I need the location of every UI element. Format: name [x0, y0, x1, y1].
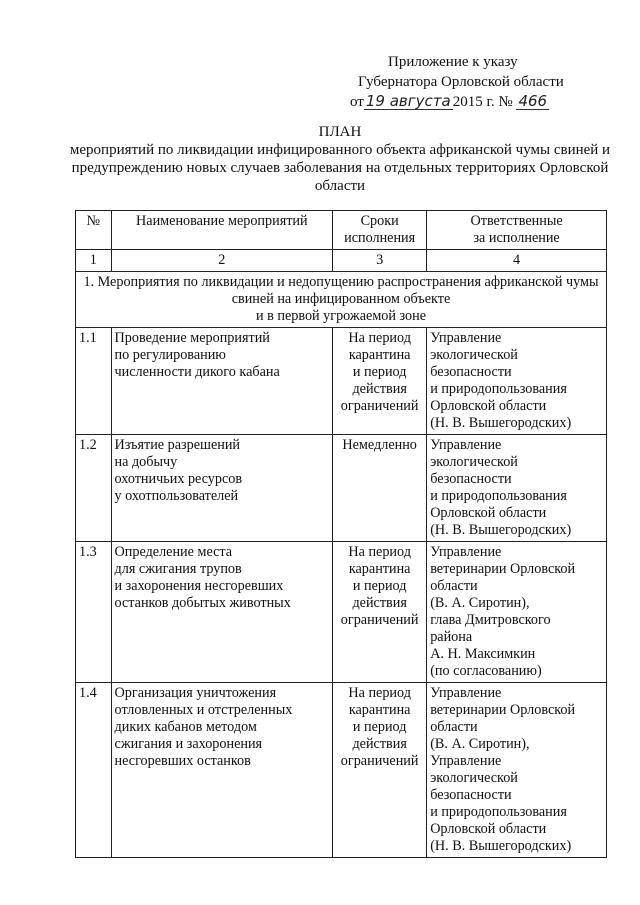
header-num: № — [76, 211, 112, 250]
appendix-year: 2015 г. № — [452, 94, 513, 110]
appendix-line-2: Губернатора Орловской области — [358, 74, 564, 90]
appendix-block — [340, 52, 580, 112]
row-activity: Определение места для сжигания трупов и захоронения несгоревших останков добытых животных — [111, 542, 333, 683]
row-activity: Изъятие разрешений на добычу охотничьих ресурсов у охотпользователей — [111, 435, 333, 542]
row-number: 1.2 — [76, 435, 112, 542]
row-number: 1.4 — [76, 683, 112, 858]
row-term: Немедленно — [333, 435, 427, 542]
section-row — [76, 272, 607, 328]
row-term: На период карантина и период действия ограничений — [333, 328, 427, 435]
plan-table — [75, 210, 607, 858]
table-row — [76, 328, 607, 435]
appendix-line-3 — [340, 92, 580, 112]
row-activity: Организация уничтожения отловленных и отстреленных диких кабанов методом сжигания и захоронения несгоревших останков — [111, 683, 333, 858]
header-term: Сроки исполнения — [333, 211, 427, 250]
row-responsible: Управление ветеринарии Орловской области (В. А. Сиротин), глава Дмитровского района А. Н. Максимкин (по согласованию) — [427, 542, 607, 683]
row-activity: Проведение мероприятий по регулированию численности дикого кабана — [111, 328, 333, 435]
row-responsible: Управление ветеринарии Орловской области (В. А. Сиротин), Управление экологической безопасности и природопользования Орловской области (Н. В. Вышегородских) — [427, 683, 607, 858]
table-row — [76, 683, 607, 858]
col-number-3: 3 — [333, 250, 427, 272]
table-row — [76, 542, 607, 683]
row-term: На период карантина и период действия ограничений — [333, 683, 427, 858]
appendix-line-1: Приложение к указу — [388, 54, 518, 70]
row-term: На период карантина и период действия ограничений — [333, 542, 427, 683]
header-responsible: Ответственные за исполнение — [427, 211, 607, 250]
col-number-4: 4 — [427, 250, 607, 272]
row-number: 1.1 — [76, 328, 112, 435]
header-name: Наименование мероприятий — [111, 211, 333, 250]
appendix-date-prefix: от — [350, 94, 364, 110]
document-title — [60, 123, 620, 195]
row-number: 1.3 — [76, 542, 112, 683]
col-number-2: 2 — [111, 250, 333, 272]
col-number-1: 1 — [76, 250, 112, 272]
row-responsible: Управление экологической безопасности и природопользования Орловской области (Н. В. Вышегородских) — [427, 328, 607, 435]
column-number-row — [76, 250, 607, 272]
table-header-row — [76, 211, 607, 250]
handwritten-date: 19 августа — [365, 92, 451, 110]
plan-subtitle: мероприятий по ликвидации инфицированного объекта африканской чумы свиней и предупреждению новых случаев заболевания на отдельных территориях Орловской области — [69, 142, 611, 194]
table-row — [76, 435, 607, 542]
handwritten-number: 466 — [518, 92, 548, 110]
plan-heading: ПЛАН — [318, 124, 362, 140]
section-heading: 1. Мероприятия по ликвидации и недопущению распространения африканской чумы свиней на инфицированном объекте и в первой угрожаемой зоне — [76, 272, 607, 328]
row-responsible: Управление экологической безопасности и природопользования Орловской области (Н. В. Вышегородских) — [427, 435, 607, 542]
